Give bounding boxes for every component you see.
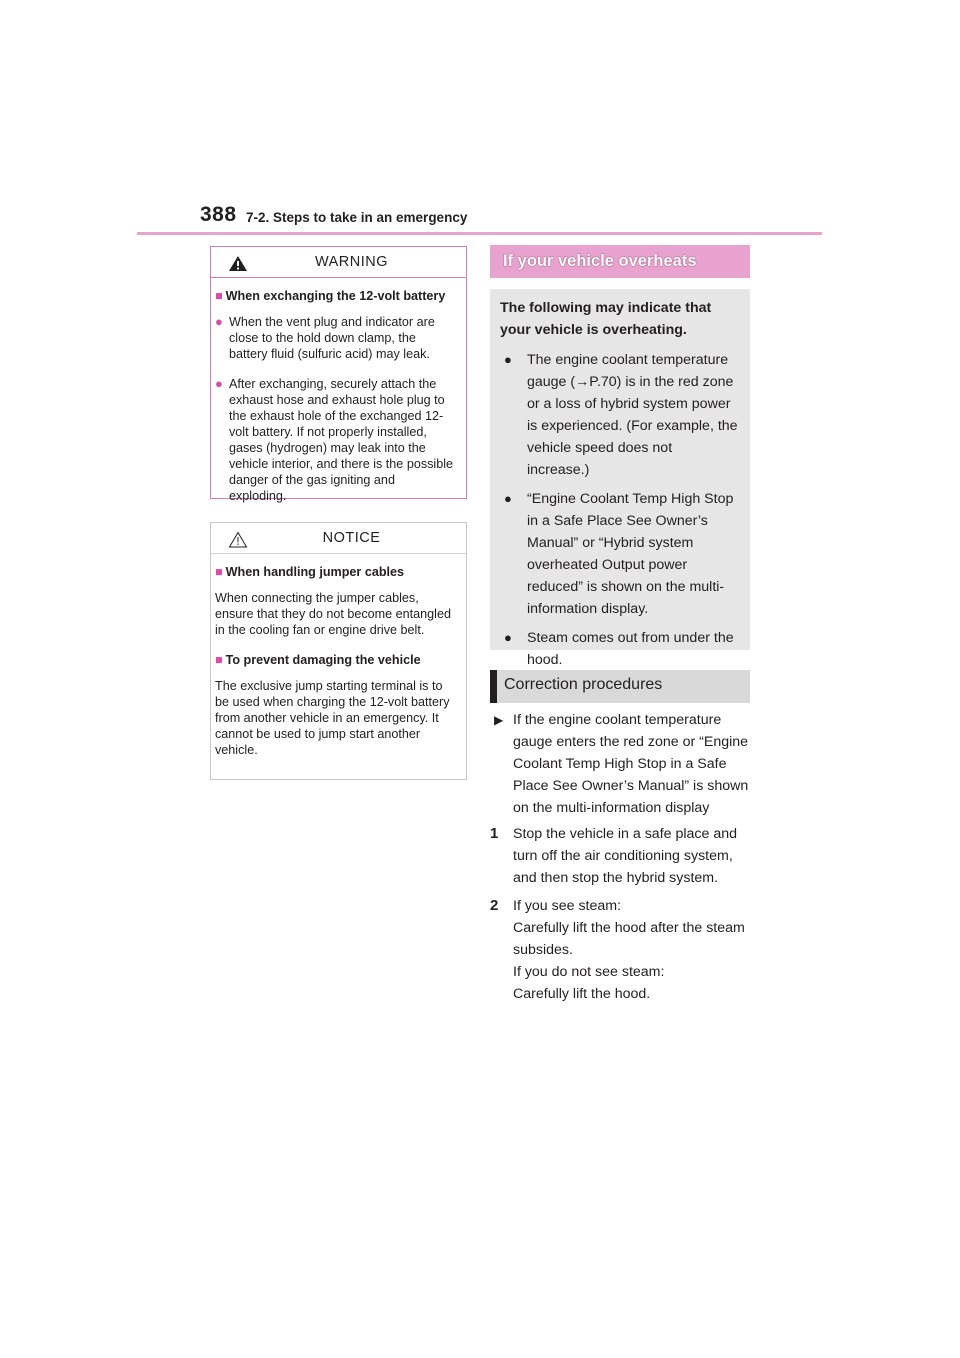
overheat-bullet: ● Steam comes out from under the hood. <box>500 627 738 671</box>
header-rule <box>137 232 822 235</box>
warning-subheading: ■ When exchanging the 12-volt battery <box>215 289 446 303</box>
warning-title: WARNING <box>314 254 389 270</box>
circle-bullet-icon: ● <box>504 352 512 367</box>
notice-subheading: ■ To prevent damaging the vehicle <box>215 653 421 667</box>
square-bullet-icon: ■ <box>215 565 223 579</box>
notice-text: The exclusive jump starting terminal is to be used when charging the 12-volt battery from another vehicle in an emergency. It cannot be used to jump start another vehicle. <box>215 679 450 757</box>
warning-box <box>210 246 467 503</box>
circle-bullet-icon: ● <box>504 630 512 645</box>
section-title: 7-2. Steps to take in an emergency <box>246 210 468 225</box>
step-1: 1 Stop the vehicle in a safe place and turn off the air conditioning system, and then stop the hybrid system. <box>490 823 754 889</box>
step-number: 2 <box>490 897 499 914</box>
notice-text: When connecting the jumper cables, ensure that they do not become entangled in the cooling fan or engine drive belt. <box>215 591 451 637</box>
circle-bullet-icon: ● <box>215 376 223 391</box>
square-bullet-icon: ■ <box>215 653 223 667</box>
square-bullet-icon: ■ <box>215 289 223 303</box>
arrow-bullet-icon: ▶ <box>494 713 504 727</box>
step-number: 1 <box>490 825 499 842</box>
circle-bullet-icon: ● <box>504 491 512 506</box>
notice-title: NOTICE <box>322 530 381 546</box>
warning-bullet: ● After exchanging, securely attach the exhaust hose and exhaust hole plug to the exhaust hole of the exchanged 12-volt battery. If not properly installed, gases (hydrogen) may leak into the vehicle interior, and there is the possible danger of the gas igniting and exploding. <box>215 376 454 503</box>
notice-triangle-icon <box>228 531 248 548</box>
notice-subheading: ■ When handling jumper cables <box>215 565 405 579</box>
overheat-intro: The following may indicate that your vehicle is overheating. <box>500 300 712 338</box>
correction-procedure <box>490 709 754 1011</box>
warning-header <box>211 247 466 278</box>
overheat-bullet: ● The engine coolant temperature gauge (→P.70) is in the red zone or a loss of hybrid system power is experienced. (For example, the vehicle speed does not increase.) <box>500 349 738 481</box>
circle-bullet-icon: ● <box>215 314 223 329</box>
overheat-panel <box>490 289 750 668</box>
notice-box <box>210 522 467 780</box>
overheat-bullet: ● “Engine Coolant Temp High Stop in a Safe Place See Owner’s Manual” or “Hybrid system overheated Output power reduced” is shown on the multi-information display. <box>500 488 738 620</box>
page-number: 388 <box>200 203 237 226</box>
step-2: 2 If you see steam: Carefully lift the hood after the steam subsides. If you do not see steam: Carefully lift the hood. <box>490 895 754 1005</box>
warning-triangle-icon <box>228 255 248 272</box>
correction-title: Correction procedures <box>490 670 750 703</box>
condition-item: ▶ If the engine coolant temperature gauge enters the red zone or “Engine Coolant Temp High Stop in a Safe Place See Owner’s Manual” is shown on the multi-information display <box>490 709 754 819</box>
warning-bullet: ● When the vent plug and indicator are close to the hold down clamp, the battery fluid (sulfuric acid) may leak. <box>215 314 435 361</box>
notice-header <box>211 523 466 554</box>
overheat-title: If your vehicle overheats <box>490 245 750 278</box>
